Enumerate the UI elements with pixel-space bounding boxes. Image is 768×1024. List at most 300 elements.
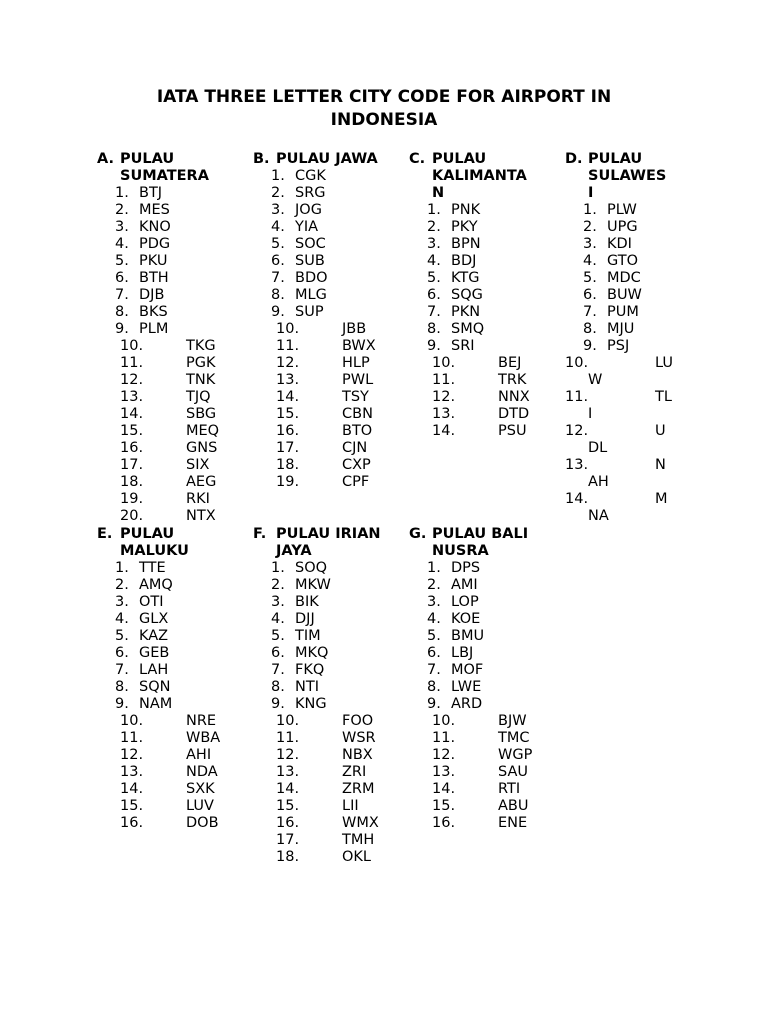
- airport-code: MKW: [295, 577, 331, 593]
- airport-code: CPF: [342, 474, 370, 490]
- airport-code: SQG: [451, 287, 483, 303]
- item-number: 6.: [427, 287, 441, 303]
- list-item: [97, 270, 209, 287]
- list-item: [97, 253, 209, 270]
- airport-code: MJU: [607, 321, 635, 337]
- item-number: 4.: [115, 611, 129, 627]
- list-item: [409, 611, 528, 628]
- list-item: [409, 798, 528, 815]
- airport-code: GLX: [139, 611, 169, 627]
- airport-code: PGK: [186, 355, 216, 371]
- list-item: [253, 372, 378, 389]
- item-number: 2.: [583, 219, 597, 235]
- item-number: 12.: [276, 355, 300, 371]
- item-number: 2.: [115, 202, 129, 218]
- airport-code: BDO: [295, 270, 328, 286]
- list-item: [253, 781, 381, 798]
- item-number: 9.: [271, 696, 285, 712]
- list-item: [97, 679, 189, 696]
- airport-code: PWL: [342, 372, 374, 388]
- list-item: [409, 253, 527, 270]
- airport-code: CJN: [342, 440, 368, 456]
- airport-code: LOP: [451, 594, 479, 610]
- airport-code-part: AH: [588, 474, 609, 490]
- list-item: [409, 287, 527, 304]
- list-item: [409, 594, 528, 611]
- airport-code: PLW: [607, 202, 637, 218]
- item-number: 17.: [276, 440, 300, 456]
- section-heading: [253, 526, 381, 560]
- item-number: 12.: [276, 747, 300, 763]
- list-item: [253, 747, 381, 764]
- list-item: [97, 508, 216, 525]
- airport-code: AMI: [451, 577, 478, 593]
- list-item: [253, 730, 381, 747]
- item-number: 5.: [271, 236, 285, 252]
- list-item: [253, 662, 381, 679]
- airport-code: MDC: [607, 270, 641, 286]
- list-item: [97, 798, 214, 815]
- item-number: 13.: [565, 457, 589, 473]
- item-number: 4.: [115, 236, 129, 252]
- airport-code: SRG: [295, 185, 326, 201]
- item-number: 17.: [276, 832, 300, 848]
- item-number: 6.: [427, 645, 441, 661]
- list-item: [97, 747, 212, 764]
- item-number: 15.: [120, 798, 144, 814]
- item-number: 6.: [115, 645, 129, 661]
- list-item: [97, 457, 209, 474]
- airport-code: KNO: [139, 219, 171, 235]
- list-item: [565, 287, 673, 304]
- item-number: 10.: [432, 713, 456, 729]
- item-number: 18.: [120, 474, 144, 490]
- item-number: 9.: [115, 321, 129, 337]
- section-jawa: [253, 151, 378, 491]
- item-number: 12.: [120, 372, 144, 388]
- item-number: 3.: [427, 594, 441, 610]
- airport-code: KDI: [607, 236, 632, 252]
- list-item: [97, 696, 189, 713]
- item-number: 10.: [276, 713, 300, 729]
- list-item: [409, 389, 530, 406]
- list-item: [253, 798, 381, 815]
- list-item: [253, 219, 378, 236]
- list-item: [253, 474, 378, 491]
- airport-code: CXP: [342, 457, 371, 473]
- list-item: [409, 713, 528, 730]
- list-item: [253, 611, 381, 628]
- airport-code: LBJ: [451, 645, 474, 661]
- item-number: 7.: [427, 304, 441, 320]
- section-heading-line: NUSRA: [432, 543, 489, 559]
- item-number: 10.: [432, 355, 456, 371]
- list-item: [97, 304, 209, 321]
- item-number: 1.: [115, 560, 129, 576]
- section-heading: [253, 151, 378, 168]
- list-item: [97, 389, 209, 406]
- list-item: [253, 338, 378, 355]
- section-heading-line: PULAU: [120, 151, 175, 167]
- list-item: [409, 781, 528, 798]
- item-number: 8.: [271, 679, 285, 695]
- airport-code: TNK: [186, 372, 216, 388]
- section-heading-line: I: [588, 185, 594, 201]
- airport-code: SQN: [139, 679, 171, 695]
- list-item: [97, 338, 216, 355]
- airport-code: SUB: [295, 253, 325, 269]
- airport-code: PKN: [451, 304, 481, 320]
- list-item: [253, 355, 378, 372]
- airport-code: TRK: [498, 372, 527, 388]
- item-number: 15.: [120, 423, 144, 439]
- item-number: 19.: [276, 474, 300, 490]
- item-number: 6.: [115, 270, 129, 286]
- airport-code: SOQ: [295, 560, 328, 576]
- item-number: 5.: [427, 270, 441, 286]
- list-item: [97, 645, 189, 662]
- item-number: 15.: [276, 798, 300, 814]
- section-heading: [97, 151, 209, 185]
- section-letter: F.: [253, 526, 267, 542]
- list-item: [409, 202, 527, 219]
- airport-code: AEG: [186, 474, 217, 490]
- list-item: [409, 577, 528, 594]
- list-item: [409, 355, 527, 372]
- airport-code: SAU: [498, 764, 529, 780]
- airport-code: SMQ: [451, 321, 485, 337]
- list-item: [253, 389, 378, 406]
- list-item: [409, 270, 527, 287]
- item-number: 7.: [271, 662, 285, 678]
- list-item: [409, 645, 528, 662]
- item-number: 5.: [583, 270, 597, 286]
- item-number: 8.: [115, 304, 129, 320]
- item-number: 11.: [565, 389, 589, 405]
- item-number: 8.: [115, 679, 129, 695]
- list-item: [409, 730, 528, 747]
- item-number: 11.: [432, 372, 456, 388]
- section-letter: A.: [97, 151, 114, 167]
- item-number: 11.: [276, 730, 300, 746]
- item-number: 1.: [115, 185, 129, 201]
- airport-code: ABU: [498, 798, 529, 814]
- item-number: 14.: [276, 389, 300, 405]
- list-item: [97, 781, 215, 798]
- item-number: 5.: [271, 628, 285, 644]
- airport-code: RTI: [498, 781, 521, 797]
- list-item: [253, 645, 381, 662]
- airport-code: TIM: [295, 628, 321, 644]
- item-number: 9.: [427, 338, 441, 354]
- airport-code: PKU: [139, 253, 168, 269]
- airport-code: KTG: [451, 270, 480, 286]
- airport-code: AHI: [186, 747, 212, 763]
- item-number: 16.: [276, 815, 300, 831]
- airport-code: LAH: [139, 662, 169, 678]
- list-item: [253, 304, 378, 321]
- list-item: [253, 202, 378, 219]
- section-sulawesi: [565, 151, 673, 525]
- item-number: 3.: [115, 594, 129, 610]
- item-number: 4.: [583, 253, 597, 269]
- item-number: 13.: [120, 389, 144, 405]
- airport-code: LWE: [451, 679, 482, 695]
- item-number: 2.: [271, 577, 285, 593]
- item-number: 5.: [115, 253, 129, 269]
- airport-code: JBB: [342, 321, 367, 337]
- item-number: 19.: [120, 491, 144, 507]
- airport-code: ARD: [451, 696, 483, 712]
- item-number: 8.: [427, 679, 441, 695]
- list-item: [565, 389, 673, 423]
- list-item: [253, 832, 381, 849]
- section-heading-line: JAYA: [276, 543, 312, 559]
- item-number: 14.: [432, 423, 456, 439]
- airport-code: FOO: [342, 713, 374, 729]
- airport-code: KNG: [295, 696, 327, 712]
- item-number: 2.: [115, 577, 129, 593]
- airport-code: NBX: [342, 747, 373, 763]
- list-item: [409, 321, 527, 338]
- list-item: [253, 236, 378, 253]
- list-item: [97, 713, 217, 730]
- airport-code: ZRM: [342, 781, 375, 797]
- airport-code: WMX: [342, 815, 379, 831]
- item-number: 14.: [120, 406, 144, 422]
- item-number: 4.: [271, 219, 285, 235]
- airport-code-part: DL: [588, 440, 608, 456]
- item-number: 17.: [120, 457, 144, 473]
- list-item: [565, 270, 673, 287]
- airport-code: GEB: [139, 645, 170, 661]
- airport-code: FKQ: [295, 662, 325, 678]
- section-bali-nusra: [409, 526, 533, 832]
- item-number: 4.: [427, 611, 441, 627]
- item-number: 11.: [432, 730, 456, 746]
- airport-code: CBN: [342, 406, 373, 422]
- list-item: [565, 355, 673, 389]
- airport-code: DJJ: [295, 611, 315, 627]
- item-number: 16.: [432, 815, 456, 831]
- list-item: [409, 338, 527, 355]
- list-item: [253, 628, 381, 645]
- list-item: [409, 304, 527, 321]
- list-item: [97, 423, 220, 440]
- airport-code: LUV: [186, 798, 214, 814]
- section-heading-line: PULAU IRIAN: [276, 526, 381, 542]
- item-number: 7.: [115, 662, 129, 678]
- item-number: 12.: [565, 423, 589, 439]
- airport-code: DJB: [139, 287, 165, 303]
- section-heading-line: PULAU JAWA: [276, 151, 378, 167]
- list-item: [409, 406, 530, 423]
- list-item: [253, 560, 381, 577]
- item-number: 8.: [271, 287, 285, 303]
- item-number: 13.: [432, 406, 456, 422]
- list-item: [409, 747, 533, 764]
- list-item: [565, 219, 673, 236]
- airport-code: BTH: [139, 270, 169, 286]
- item-number: 10.: [276, 321, 300, 337]
- item-number: 1.: [427, 560, 441, 576]
- airport-code: TKG: [186, 338, 216, 354]
- list-item: [253, 185, 378, 202]
- airport-code: ENE: [498, 815, 528, 831]
- list-item: [97, 372, 216, 389]
- item-number: 8.: [427, 321, 441, 337]
- airport-code: BEJ: [498, 355, 522, 371]
- title-line-2: INDONESIA: [330, 110, 438, 130]
- item-number: 8.: [583, 321, 597, 337]
- item-number: 9.: [427, 696, 441, 712]
- item-number: 14.: [565, 491, 589, 507]
- item-number: 3.: [115, 219, 129, 235]
- list-item: [97, 560, 189, 577]
- airport-code: BMU: [451, 628, 485, 644]
- airport-code: DPS: [451, 560, 481, 576]
- title-line-1: IATA THREE LETTER CITY CODE FOR AIRPORT IN: [156, 87, 612, 107]
- list-item: [409, 696, 528, 713]
- list-item: [565, 304, 673, 321]
- airport-code: SBG: [186, 406, 217, 422]
- airport-code: MOF: [451, 662, 484, 678]
- airport-code: AMQ: [139, 577, 173, 593]
- airport-code: PNK: [451, 202, 481, 218]
- item-number: 2.: [427, 219, 441, 235]
- airport-code: TJQ: [186, 389, 211, 405]
- section-heading-line: PULAU: [432, 151, 487, 167]
- airport-code: MES: [139, 202, 170, 218]
- airport-code: MKQ: [295, 645, 329, 661]
- section-heading-line: SUMATERA: [120, 168, 209, 184]
- airport-code: SIX: [186, 457, 210, 473]
- airport-code: WBA: [186, 730, 221, 746]
- list-item: [253, 679, 381, 696]
- item-number: 5.: [427, 628, 441, 644]
- airport-code: BDJ: [451, 253, 477, 269]
- list-item: [253, 423, 378, 440]
- airport-code: TMH: [342, 832, 375, 848]
- list-item: [409, 662, 528, 679]
- airport-code: RKI: [186, 491, 210, 507]
- section-letter: D.: [565, 151, 583, 167]
- section-letter: C.: [409, 151, 426, 167]
- item-number: 13.: [120, 764, 144, 780]
- list-item: [97, 662, 189, 679]
- airport-code: SXK: [186, 781, 215, 797]
- item-number: 12.: [432, 747, 456, 763]
- item-number: 10.: [565, 355, 589, 371]
- section-maluku: [97, 526, 221, 832]
- airport-code: NTX: [186, 508, 216, 524]
- airport-code-part: I: [588, 406, 593, 422]
- section-heading-line: PULAU: [120, 526, 175, 542]
- list-item: [409, 236, 527, 253]
- item-number: 11.: [120, 355, 144, 371]
- item-number: 2.: [271, 185, 285, 201]
- section-irian-jaya: [253, 526, 381, 866]
- airport-code-part: U: [655, 423, 666, 439]
- airport-code: MEQ: [186, 423, 220, 439]
- section-kalimantan: [409, 151, 530, 440]
- section-heading: [565, 151, 673, 202]
- item-number: 7.: [115, 287, 129, 303]
- item-number: 13.: [276, 372, 300, 388]
- airport-code: KOE: [451, 611, 481, 627]
- list-item: [253, 168, 378, 185]
- item-number: 2.: [427, 577, 441, 593]
- item-number: 5.: [115, 628, 129, 644]
- list-item: [409, 560, 528, 577]
- item-number: 7.: [427, 662, 441, 678]
- list-item: [253, 764, 381, 781]
- airport-code: SRI: [451, 338, 475, 354]
- item-number: 3.: [271, 594, 285, 610]
- item-number: 6.: [583, 287, 597, 303]
- airport-code: SOC: [295, 236, 326, 252]
- list-item: [565, 423, 673, 457]
- item-number: 16.: [120, 815, 144, 831]
- section-heading-line: SULAWES: [588, 168, 667, 184]
- airport-code: JOG: [295, 202, 322, 218]
- section-heading-line: N: [432, 185, 445, 201]
- list-item: [97, 474, 217, 491]
- airport-code: PDG: [139, 236, 171, 252]
- item-number: 10.: [120, 713, 144, 729]
- airport-code-part: LU: [655, 355, 673, 371]
- airport-code: PSU: [498, 423, 527, 439]
- list-item: [253, 577, 381, 594]
- section-heading: [97, 526, 189, 560]
- list-item: [97, 236, 209, 253]
- item-number: 13.: [432, 764, 456, 780]
- item-number: 6.: [271, 645, 285, 661]
- list-item: [97, 406, 217, 423]
- list-item: [97, 730, 221, 747]
- section-heading: [409, 526, 528, 560]
- airport-code: GTO: [607, 253, 638, 269]
- item-number: 11.: [276, 338, 300, 354]
- item-number: 14.: [276, 781, 300, 797]
- airport-code: BTJ: [139, 185, 163, 201]
- airport-code: TTE: [139, 560, 166, 576]
- item-number: 9.: [271, 304, 285, 320]
- airport-code: SUP: [295, 304, 324, 320]
- list-item: [97, 815, 219, 832]
- list-item: [253, 815, 381, 832]
- section-heading-line: KALIMANTA: [432, 168, 527, 184]
- airport-code: NTI: [295, 679, 319, 695]
- item-number: 15.: [432, 798, 456, 814]
- item-number: 1.: [583, 202, 597, 218]
- item-number: 3.: [583, 236, 597, 252]
- list-item: [565, 338, 673, 355]
- list-item: [253, 696, 381, 713]
- item-number: 7.: [271, 270, 285, 286]
- airport-code: BWX: [342, 338, 376, 354]
- airport-code: ZRI: [342, 764, 367, 780]
- airport-code: UPG: [607, 219, 638, 235]
- list-item: [253, 440, 378, 457]
- list-item: [409, 679, 528, 696]
- airport-code: HLP: [342, 355, 370, 371]
- airport-code: PSJ: [607, 338, 630, 354]
- airport-code-part: N: [655, 457, 666, 473]
- item-number: 9.: [115, 696, 129, 712]
- airport-code: DTD: [498, 406, 530, 422]
- list-item: [253, 457, 378, 474]
